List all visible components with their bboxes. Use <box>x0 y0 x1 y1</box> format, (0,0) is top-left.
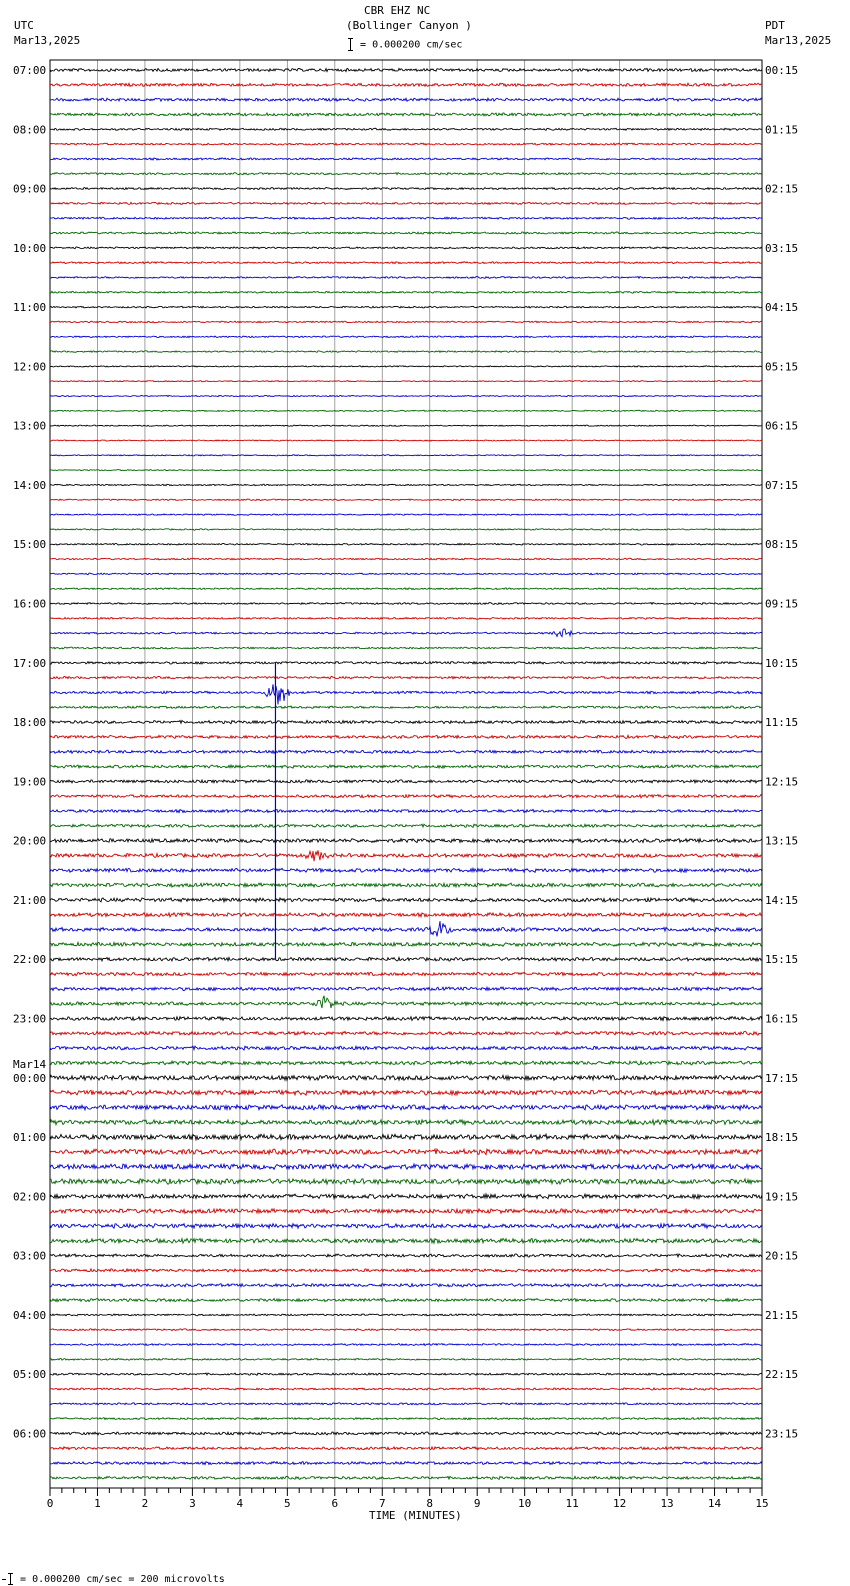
pdt-hour-label: 14:15 <box>765 893 799 907</box>
utc-hour-label: 05:00 <box>13 1368 47 1382</box>
utc-hour-label: 03:00 <box>13 1249 47 1263</box>
seismic-trace <box>50 158 762 160</box>
x-tick-label: 13 <box>660 1497 674 1510</box>
seismic-trace <box>50 440 762 441</box>
seismic-trace <box>50 603 762 605</box>
pdt-hour-label: 10:15 <box>765 656 799 670</box>
pdt-hour-label: 11:15 <box>765 716 799 730</box>
seismic-trace <box>50 921 762 936</box>
seismic-trace <box>50 750 762 753</box>
seismic-trace <box>50 809 762 812</box>
seismic-trace <box>50 868 762 872</box>
pdt-hour-label: 09:15 <box>765 597 799 611</box>
utc-hour-label: 17:00 <box>13 656 47 670</box>
seismic-trace <box>50 1269 762 1272</box>
pdt-hour-label: 00:15 <box>765 64 799 77</box>
pdt-hour-label: 21:15 <box>765 1308 799 1322</box>
pdt-hour-label: 02:15 <box>765 182 799 196</box>
seismic-trace <box>50 217 762 219</box>
seismic-trace <box>50 410 762 411</box>
seismic-trace <box>50 780 762 783</box>
x-tick-label: 1 <box>94 1497 101 1510</box>
pdt-hour-label: 06:15 <box>765 419 799 433</box>
seismic-trace <box>50 1254 762 1257</box>
seismic-trace <box>50 262 762 264</box>
x-tick-label: 0 <box>46 1497 54 1510</box>
seismic-trace <box>50 913 762 917</box>
pdt-hour-label: 19:15 <box>765 1190 799 1204</box>
utc-hour-label: 10:00 <box>13 241 47 255</box>
utc-hour-label: 01:00 <box>13 1131 47 1145</box>
x-tick-label: 8 <box>426 1497 434 1510</box>
pdt-hour-label: 22:15 <box>765 1368 799 1382</box>
seismic-trace <box>50 1344 762 1346</box>
seismic-trace <box>50 1224 762 1229</box>
date-change-label: Mar14 <box>13 1057 47 1071</box>
seismic-trace <box>50 381 762 382</box>
utc-hour-label: 14:00 <box>13 478 47 492</box>
seismic-trace <box>50 232 762 234</box>
x-axis <box>47 1488 769 1510</box>
seismic-trace <box>50 366 762 367</box>
pdt-hour-label: 15:15 <box>765 953 799 967</box>
utc-hour-label: 15:00 <box>13 538 47 552</box>
pdt-hour-label: 16:15 <box>765 1012 799 1026</box>
station-title: CBR EHZ NC <box>364 4 431 17</box>
seismic-trace <box>50 143 762 145</box>
x-tick-label: 11 <box>565 1497 579 1510</box>
pdt-hour-label: 23:15 <box>765 1427 799 1441</box>
right-timezone: PDT <box>765 19 785 32</box>
x-tick-label: 4 <box>236 1497 244 1510</box>
seismic-trace <box>50 1403 762 1405</box>
seismic-trace <box>50 588 762 590</box>
seismic-trace <box>50 128 762 130</box>
seismic-trace <box>50 662 762 665</box>
x-tick-label: 3 <box>189 1497 196 1510</box>
utc-hour-label: 09:00 <box>13 182 47 196</box>
pdt-hour-label: 13:15 <box>765 834 799 848</box>
x-tick-label: 5 <box>284 1497 291 1510</box>
seismic-trace <box>50 1476 762 1479</box>
seismic-trace <box>50 573 762 575</box>
seismic-trace <box>50 720 762 723</box>
seismic-trace <box>50 1418 762 1420</box>
seismic-trace <box>50 83 762 86</box>
footer-scale-bar-icon <box>2 1573 14 1585</box>
seismic-trace <box>50 1388 762 1390</box>
utc-hour-label: 18:00 <box>13 716 47 730</box>
utc-hour-label: 07:00 <box>13 64 47 77</box>
seismic-trace <box>50 113 762 116</box>
utc-hour-label: 11:00 <box>13 301 47 315</box>
seismic-trace <box>50 1179 762 1184</box>
seismic-trace <box>50 795 762 798</box>
x-tick-label: 12 <box>612 1497 627 1510</box>
seismic-trace <box>50 336 762 338</box>
seismic-trace <box>50 1194 762 1199</box>
seismic-trace <box>50 839 762 843</box>
pdt-hour-label: 04:15 <box>765 301 799 315</box>
x-tick-label: 7 <box>378 1497 386 1510</box>
utc-hour-label: 21:00 <box>13 893 47 907</box>
seismic-trace <box>50 395 762 396</box>
seismic-trace <box>50 706 762 709</box>
seismic-trace <box>50 321 762 323</box>
utc-hour-label: 06:00 <box>13 1427 47 1441</box>
seismic-trace <box>50 1149 762 1155</box>
right-date: Mar13,2025 <box>765 34 832 47</box>
left-timezone: UTC <box>14 19 34 32</box>
scale-value: = 0.000200 cm/sec <box>360 39 463 51</box>
seismic-trace <box>50 1373 762 1375</box>
pdt-hour-label: 20:15 <box>765 1249 799 1263</box>
seismic-trace <box>50 484 762 485</box>
seismic-trace <box>50 684 762 704</box>
x-tick-label: 10 <box>518 1497 532 1510</box>
seismic-trace <box>50 1314 762 1316</box>
seismic-trace <box>50 529 762 530</box>
seismic-trace <box>50 850 762 861</box>
seismic-trace <box>50 470 762 471</box>
x-tick-label: 14 <box>707 1497 722 1510</box>
seismic-trace <box>50 1432 762 1435</box>
seismic-trace <box>50 1017 762 1021</box>
pdt-hour-label: 07:15 <box>765 478 799 492</box>
seismic-trace <box>50 996 762 1008</box>
seismic-trace <box>50 647 762 649</box>
seismic-trace <box>50 247 762 249</box>
x-tick-label: 9 <box>473 1497 481 1510</box>
trace-group <box>50 68 762 1479</box>
pdt-hour-label: 01:15 <box>765 123 799 137</box>
seismic-trace <box>50 425 762 426</box>
seismic-trace <box>50 617 762 619</box>
minute-grid <box>50 60 762 1488</box>
seismic-trace <box>50 291 762 293</box>
seismic-trace <box>50 972 762 976</box>
seismic-trace <box>50 735 762 738</box>
seismic-trace <box>50 765 762 768</box>
seismic-trace <box>50 1031 762 1035</box>
seismic-trace <box>50 1090 762 1095</box>
seismic-trace <box>50 351 762 353</box>
utc-hour-label: 04:00 <box>13 1308 47 1322</box>
seismic-trace <box>50 1329 762 1331</box>
seismic-trace <box>50 1134 762 1140</box>
pdt-hour-label: 12:15 <box>765 775 799 789</box>
x-tick-label: 6 <box>331 1497 339 1510</box>
seismic-trace <box>50 1075 762 1080</box>
utc-hour-label: 23:00 <box>13 1012 47 1026</box>
x-tick-label: 2 <box>141 1497 149 1510</box>
left-date: Mar13,2025 <box>14 34 81 47</box>
seismic-trace <box>50 173 762 175</box>
seismic-trace <box>50 1209 762 1214</box>
seismic-trace <box>50 68 762 71</box>
seismic-trace <box>50 1105 762 1110</box>
utc-hour-label: 13:00 <box>13 419 47 433</box>
seismic-trace <box>50 558 762 560</box>
pdt-hour-label: 17:15 <box>765 1071 799 1085</box>
utc-hour-label: 22:00 <box>13 953 47 967</box>
seismic-trace <box>50 514 762 515</box>
seismic-trace <box>50 898 762 902</box>
seismic-trace <box>50 1164 762 1169</box>
station-location: (Bollinger Canyon ) <box>346 19 472 32</box>
x-tick-label: 15 <box>755 1497 769 1510</box>
seismic-trace <box>50 987 762 991</box>
utc-hour-label: 02:00 <box>13 1190 47 1204</box>
seismic-trace <box>50 957 762 961</box>
seismic-trace <box>50 98 762 101</box>
seismic-trace <box>50 543 762 545</box>
seismic-trace <box>50 1299 762 1302</box>
x-axis-label: TIME (MINUTES) <box>369 1509 462 1522</box>
seismic-trace <box>50 1462 762 1465</box>
seismic-trace <box>50 942 762 946</box>
seismic-trace <box>50 883 762 887</box>
seismic-trace <box>50 1120 762 1125</box>
utc-hour-label: 12:00 <box>13 360 47 374</box>
footer-scale <box>2 1573 225 1586</box>
seismic-trace <box>50 306 762 308</box>
seismic-trace <box>50 499 762 501</box>
utc-hour-label: 08:00 <box>13 123 47 137</box>
pdt-hour-label: 05:15 <box>765 360 799 374</box>
seismic-trace <box>50 455 762 456</box>
pdt-hour-label: 08:15 <box>765 538 799 552</box>
seismic-trace <box>50 277 762 279</box>
seismic-trace <box>50 1447 762 1450</box>
seismic-trace <box>50 676 762 679</box>
pdt-hour-label: 18:15 <box>765 1131 799 1145</box>
footer-scale-value: = 0.000200 cm/sec = 200 microvolts <box>20 1574 225 1585</box>
seismic-trace <box>50 1238 762 1243</box>
seismic-trace <box>50 188 762 190</box>
seismic-trace <box>50 629 762 637</box>
seismic-trace <box>50 1358 762 1360</box>
utc-hour-label: 19:00 <box>13 775 47 789</box>
plot-frame <box>50 60 762 1488</box>
seismic-trace <box>50 202 762 204</box>
utc-hour-label: 00:00 <box>13 1071 47 1085</box>
utc-hour-label: 16:00 <box>13 597 47 611</box>
seismic-trace <box>50 1061 762 1065</box>
seismic-trace <box>50 1046 762 1050</box>
seismic-trace <box>50 1284 762 1287</box>
seismic-trace <box>50 824 762 827</box>
utc-hour-label: 20:00 <box>13 834 47 848</box>
pdt-hour-label: 03:15 <box>765 241 799 255</box>
